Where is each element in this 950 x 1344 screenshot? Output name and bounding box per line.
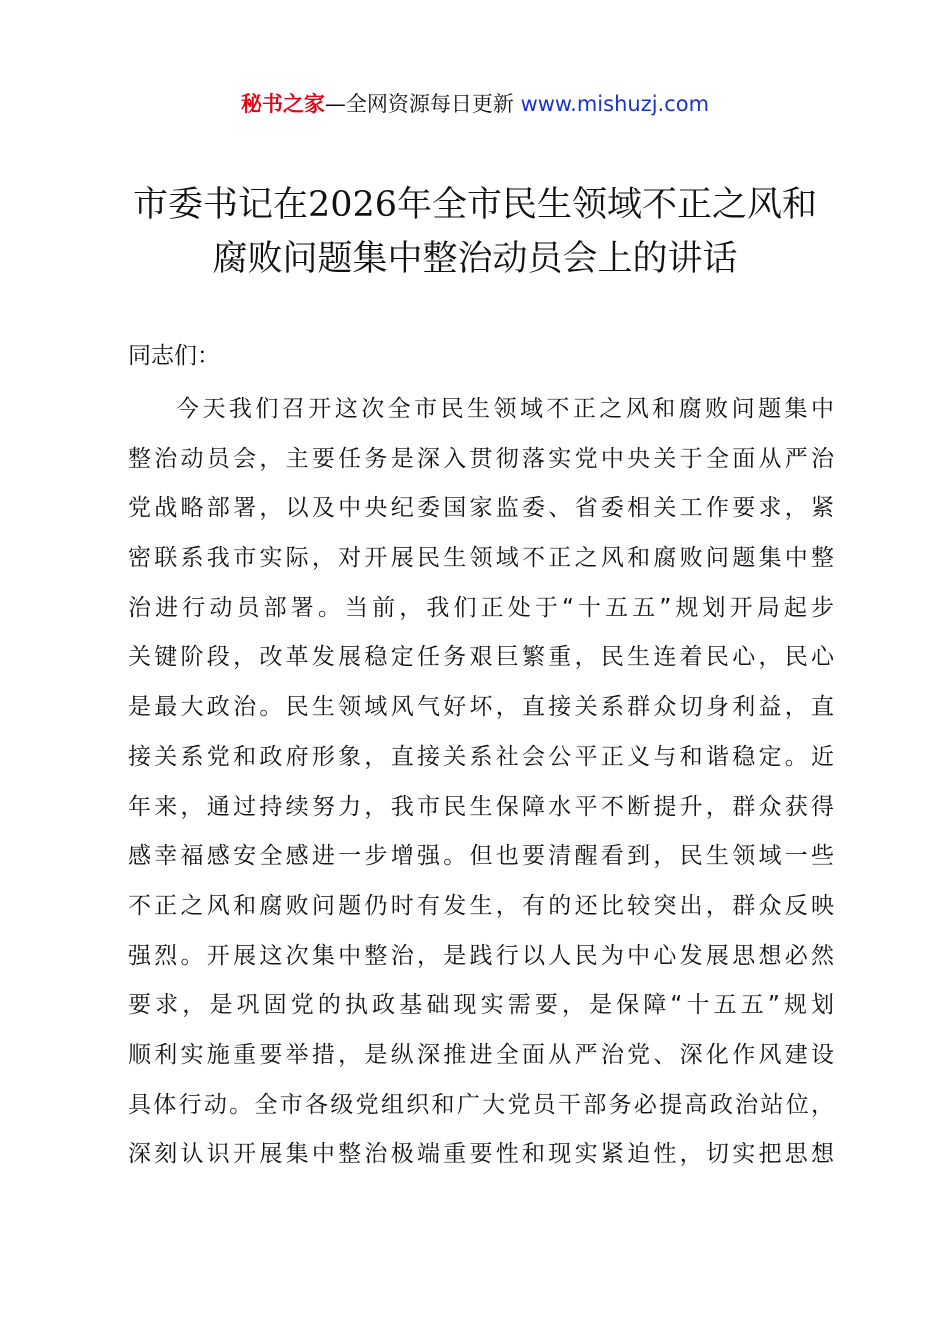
paragraph-line: 具体行动。全市各级党组织和广大党员干部务必提高政治站位， — [128, 1091, 834, 1118]
paragraph-line: 治进行动员部署。当前，我们正处于“十五五”规划开局起步 — [128, 594, 834, 621]
title-line: 腐败问题集中整治动员会上的讲话 — [212, 239, 738, 279]
paragraph-line: 接关系党和政府形象，直接关系社会公平正义与和谐稳定。近 — [128, 743, 834, 770]
paragraph-line: 顺利实施重要举措，是纵深推进全面从严治党、深化作风建设 — [128, 1041, 834, 1068]
paragraph-line: 关键阶段，改革发展稳定任务艰巨繁重，民生连着民心，民心 — [128, 644, 834, 671]
brand-name: 秘书之家 — [240, 92, 325, 116]
document-title — [100, 178, 850, 286]
paragraph-line: 年来，通过持续努力，我市民生保障水平不断提升，群众获得 — [128, 793, 834, 820]
paragraph-line: 强烈。开展这次集中整治，是践行以人民为中心发展思想必然 — [128, 942, 834, 969]
site-url-link[interactable]: www.mishuzj.com — [520, 92, 710, 116]
header-tagline: —全网资源每日更新 — [324, 92, 521, 116]
paragraph-line: 整治动员会，主要任务是深入贯彻落实党中央关于全面从严治 — [128, 445, 834, 472]
paragraph-line: 要求，是巩固党的执政基础现实需要，是保障“十五五”规划 — [128, 992, 834, 1019]
paragraph-line: 感幸福感安全感进一步增强。但也要清醒看到，民生领域一些 — [128, 843, 834, 870]
speech-paragraph — [128, 385, 834, 1180]
site-header — [0, 86, 950, 122]
paragraph-line: 密联系我市实际，对开展民生领域不正之风和腐败问题集中整 — [128, 545, 834, 572]
paragraph-line: 党战略部署，以及中央纪委国家监委、省委相关工作要求，紧 — [128, 495, 834, 522]
title-line: 市委书记在2026年全市民生领域不正之风和 — [132, 185, 818, 225]
paragraph-line: 是最大政治。民生领域风气好坏，直接关系群众切身利益，直 — [128, 694, 834, 721]
paragraph-line: 今天我们召开这次全市民生领域不正之风和腐败问题集中 — [176, 396, 834, 422]
paragraph-line: 不正之风和腐败问题仍时有发生，有的还比较突出，群众反映 — [128, 892, 834, 919]
salutation: 同志们： — [128, 343, 220, 369]
paragraph-line: 深刻认识开展集中整治极端重要性和现实紧迫性，切实把思想 — [128, 1141, 834, 1168]
